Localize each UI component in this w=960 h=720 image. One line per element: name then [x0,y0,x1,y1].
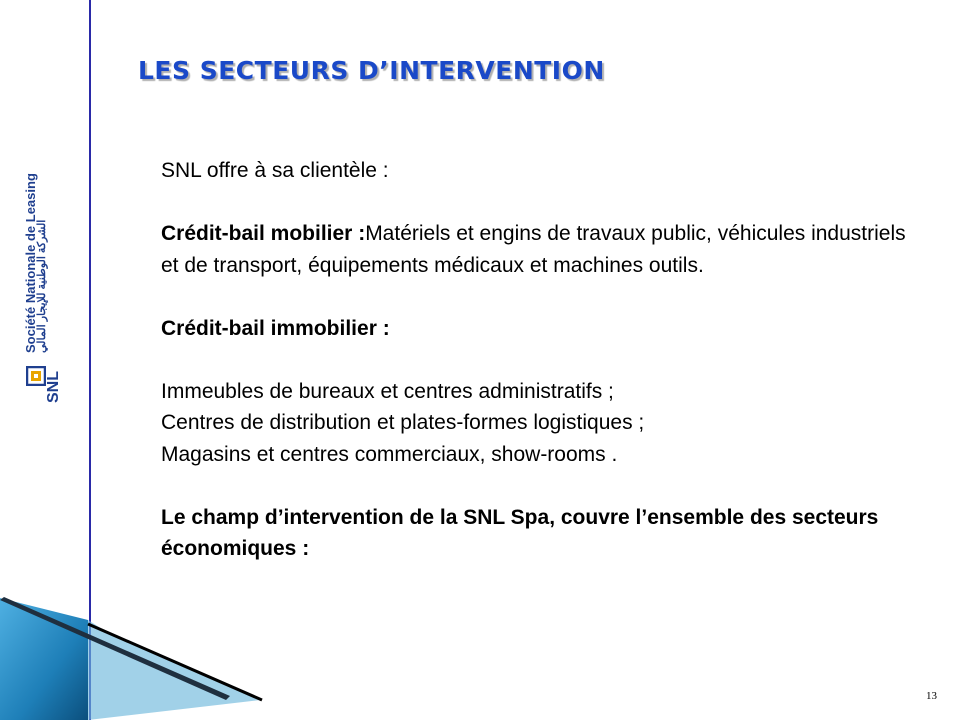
logo-abbreviation: SNL [45,371,62,403]
mobilier-label: Crédit-bail mobilier : [161,222,366,245]
immobilier-item: Magasins et centres commerciaux, show-rooms . [161,442,618,466]
slide-body [161,155,921,565]
logo-arabic-name: الشركة الوطنية للإيجار المالي [36,219,48,353]
immobilier-item: Centres de distribution et plates-formes logistiques ; [161,411,645,434]
immobilier-label: Crédit-bail immobilier : [161,316,390,340]
slide-title: LES SECTEURS D’INTERVENTION [138,56,605,85]
immobilier-item: Immeubles de bureaux et centres administratifs ; [161,379,614,403]
intro-text: SNL offre à sa clientèle : [161,159,389,182]
logo-company-name: Société Nationale de Leasing [23,173,38,353]
champ-text: Le champ d’intervention de la SNL Spa, couvre l’ensemble des secteurs économiques : [161,505,879,560]
company-logo [22,173,70,403]
page-number: 13 [926,690,937,702]
mobilier-text: Matériels et engins de travaux public, véhicules industriels et de transport, équipements médicaux et machines outils. [161,222,906,277]
mobilier-paragraph [161,218,921,281]
